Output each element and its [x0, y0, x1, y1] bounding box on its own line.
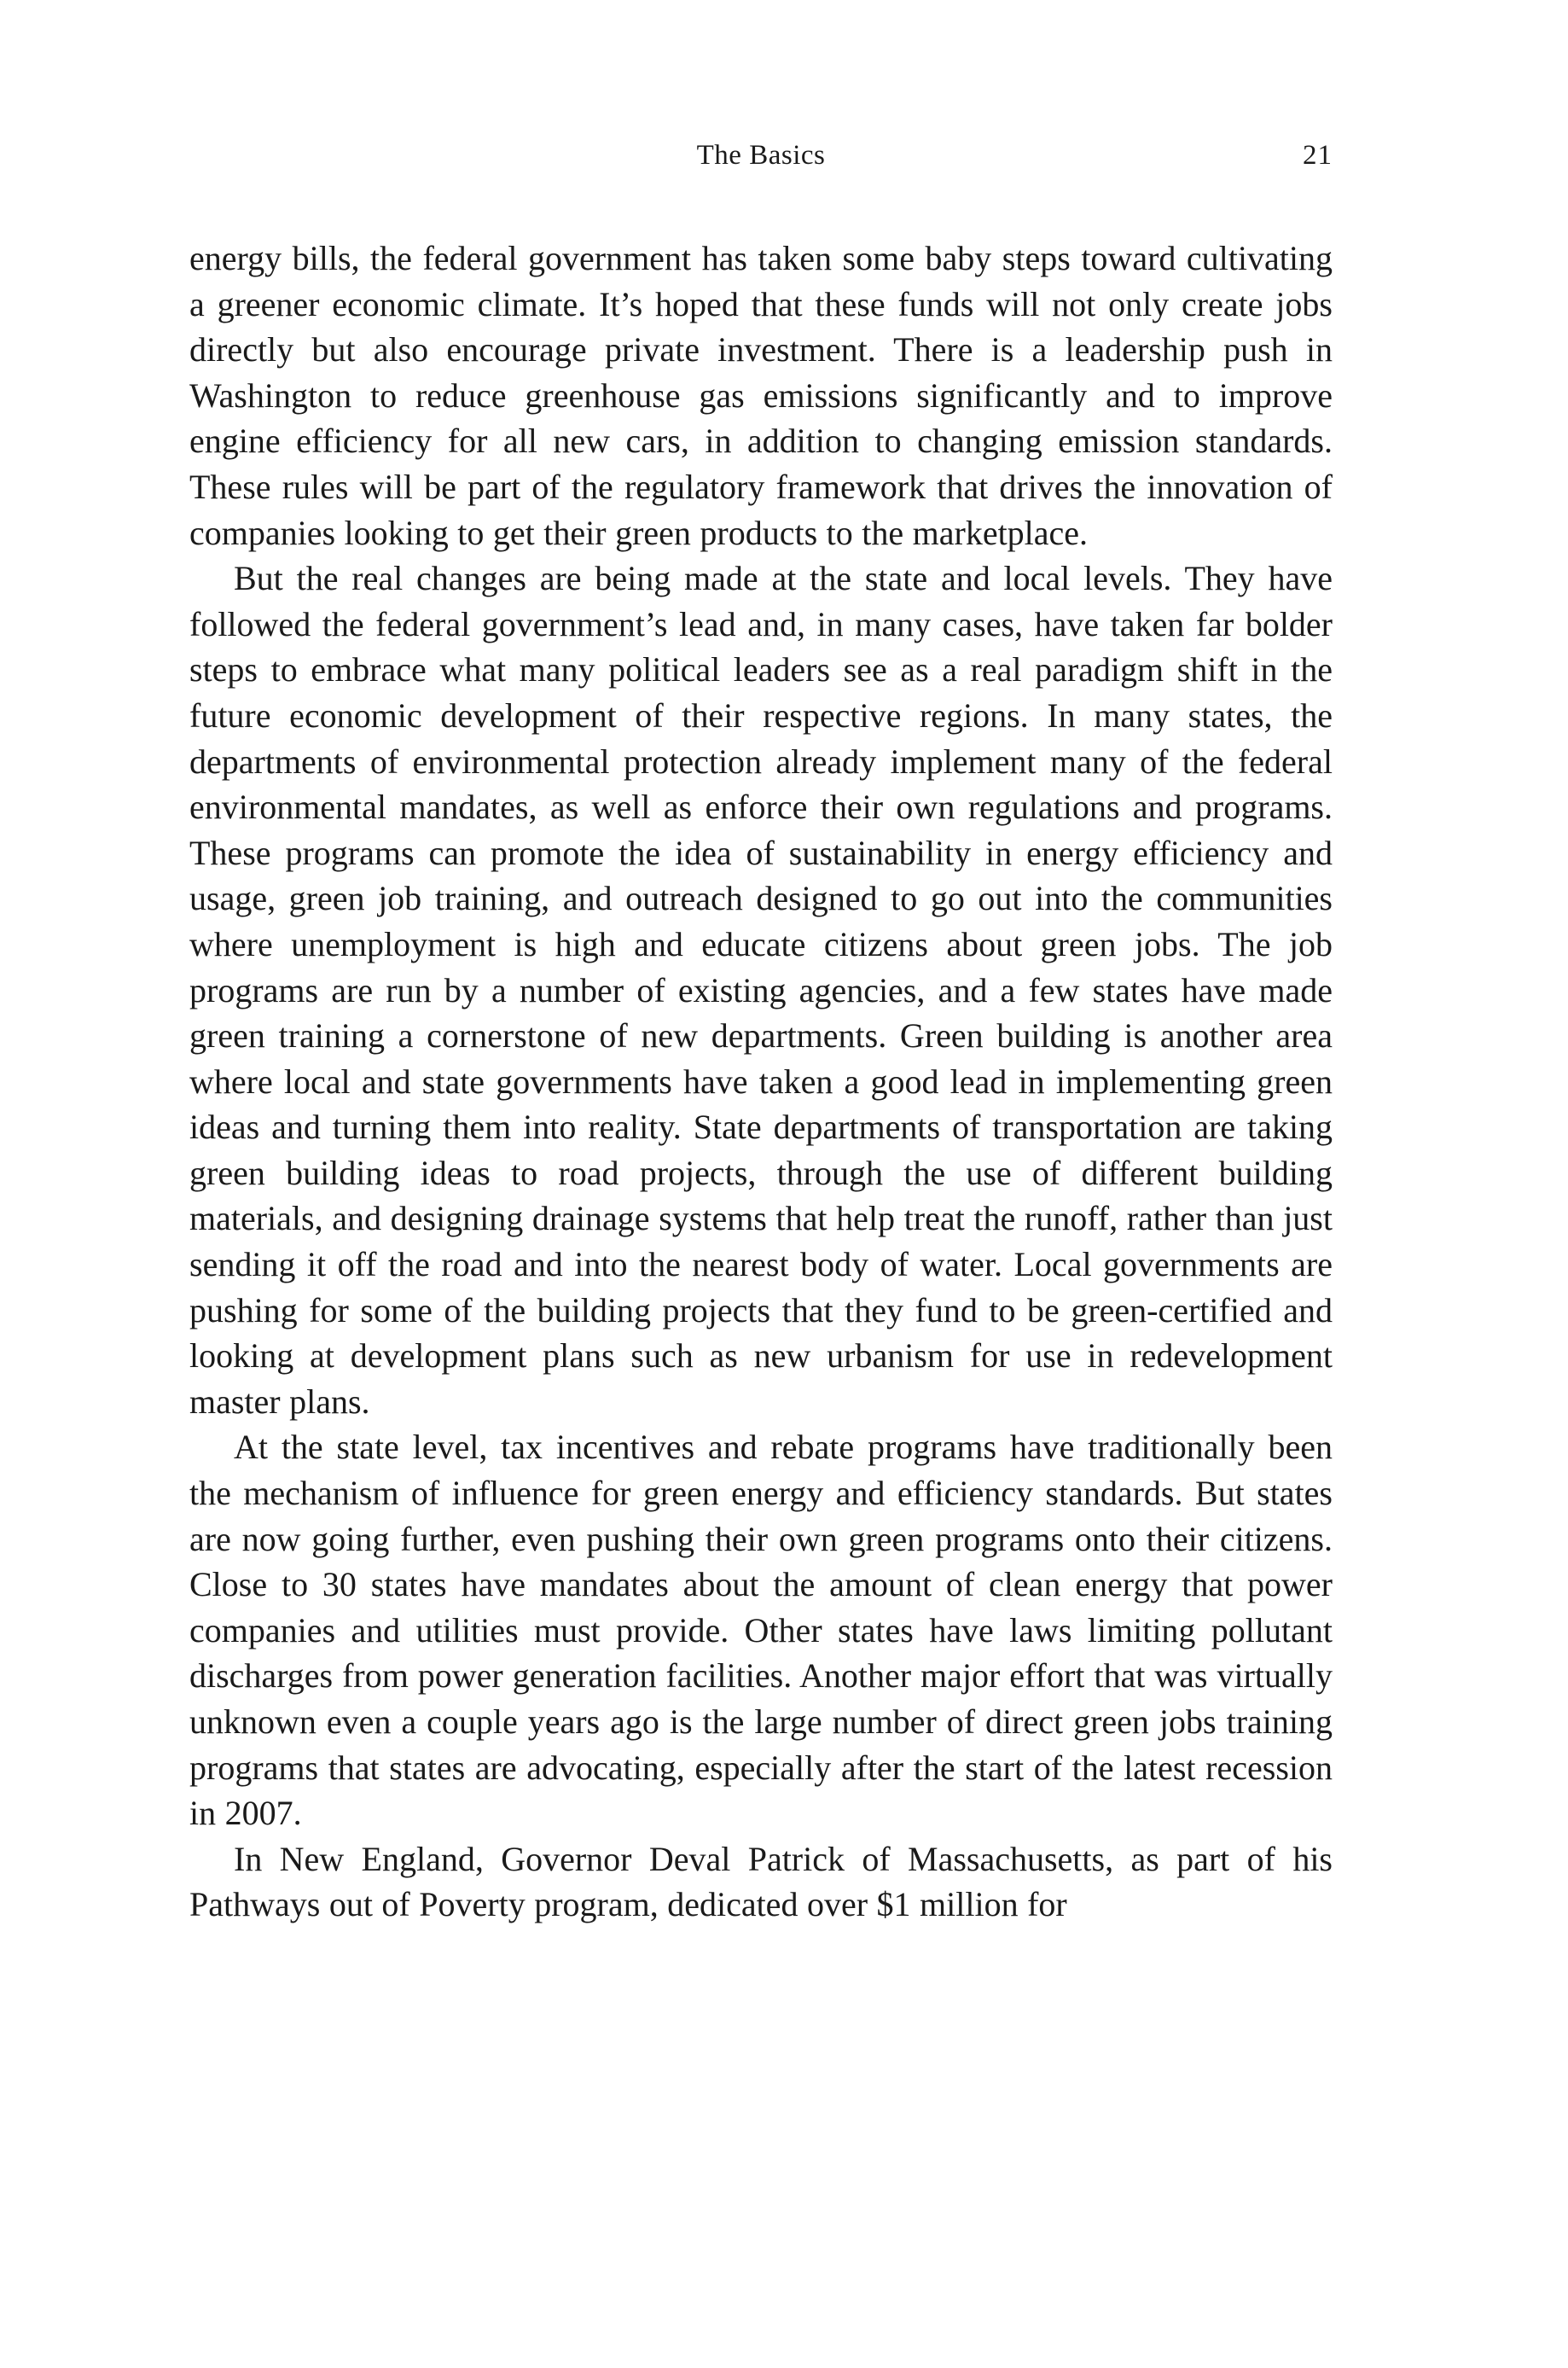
paragraph: But the real changes are being made at the state and local levels. They have followed the federal government’s lead and, in many cases, have taken far bolder steps to embrace what many political leaders see as a real paradigm shift in the future economic development of their respective regions. In many states, the departments of environmental protection already implement many of the federal environmental mandates, as well as enforce their own regulations and programs. These programs can promote the idea of sustainability in energy efficiency and usage, green job training, and outreach designed to go out into the communities where unemployment is high and educate citizens about green jobs. The job programs are run by a number of existing agencies, and a few states have made green training a cornerstone of new departments. Green building is another area where local and state governments have taken a good lead in implementing green ideas and turning them into reality. State departments of transportation are taking green building ideas to road projects, through the use of different building materials, and designing drainage systems that help treat the runoff, rather than just sending it off the road and into the nearest body of water. Local governments are pushing for some of the building projects that they fund to be green-certified and looking at development plans such as new urbanism for use in redevelopment master plans. — [189, 559, 1333, 1421]
paragraph: energy bills, the federal government has taken some baby steps toward cultivating a greener economic climate. It’s hoped that these funds will not only create jobs directly but also encourage private investment. There is a leadership push in Washington to reduce greenhouse gas emissions significantly and to improve engine efficiency for all new cars, in addition to changing emission standards. These rules will be part of the regulatory framework that drives the innovation of companies looking to get their green products to the marketplace. — [189, 239, 1333, 552]
page-number: 21 — [1303, 140, 1333, 171]
body-text — [189, 236, 1333, 1928]
running-title: The Basics — [696, 140, 826, 171]
book-page — [189, 128, 1333, 1928]
paragraph: In New England, Governor Deval Patrick of Massachusetts, as part of his Pathways out of Poverty program, dedicated over $1 million for — [189, 1839, 1333, 1924]
running-head — [189, 128, 1333, 183]
paragraph: At the state level, tax incentives and rebate programs have traditionally been the mechanism of influence for green energy and efficiency standards. But states are now going further, even pushing their own green programs onto their citizens. Close to 30 states have mandates about the amount of clean energy that power companies and utilities must provide. Other states have laws limiting pollutant discharges from power generation facilities. Another major effort that was virtually unknown even a couple years ago is the large number of direct green jobs training programs that states are advocating, especially after the start of the latest recession in 2007. — [189, 1428, 1333, 1833]
